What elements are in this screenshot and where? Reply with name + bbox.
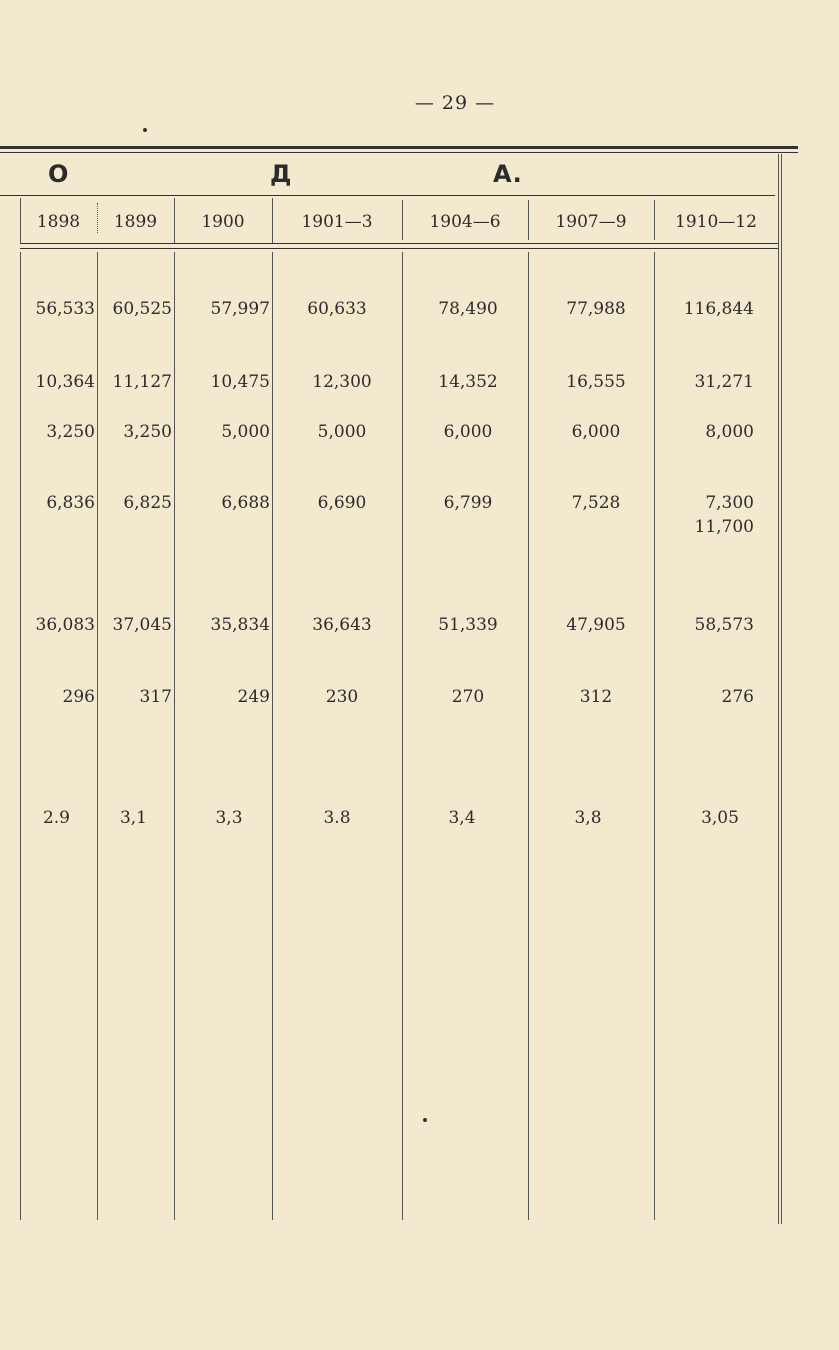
table-cell: 6,688 xyxy=(221,493,270,513)
column-header-1907-9: 1907—9 xyxy=(555,212,627,232)
table-cell: 230 xyxy=(325,687,359,707)
table-cell: 6,000 xyxy=(443,422,493,442)
column-divider xyxy=(20,198,21,243)
header-rule-2 xyxy=(20,248,778,249)
table-cell: 249 xyxy=(237,687,270,707)
table-cell: 3,3 xyxy=(215,808,243,828)
column-header-1904-6: 1904—6 xyxy=(429,212,501,232)
table-cell: 16,555 xyxy=(566,372,626,392)
table-cell: 36,643 xyxy=(312,615,372,635)
table-cell: 31,271 xyxy=(694,372,754,392)
column-divider xyxy=(654,200,655,240)
column-header-1899: 1899 xyxy=(113,212,158,232)
header-letter-o: О xyxy=(48,160,70,188)
table-cell: 12,300 xyxy=(312,372,372,392)
table-cell: 2.9 xyxy=(42,808,70,828)
header-letter-a: А. xyxy=(493,160,523,188)
table-cell: 10,475 xyxy=(210,372,270,392)
table-cell: 116,844 xyxy=(683,299,754,319)
column-divider xyxy=(654,252,655,1220)
ink-dot xyxy=(423,1118,427,1122)
table-cell: 37,045 xyxy=(112,615,172,635)
column-divider xyxy=(272,252,273,1220)
table-cell: 10,364 xyxy=(35,372,95,392)
table-cell: 5,000 xyxy=(221,422,270,442)
top-rule-thick xyxy=(0,146,798,149)
table-cell: 6,836 xyxy=(46,493,95,513)
table-cell: 7,300 xyxy=(705,493,754,513)
table-cell: 60,525 xyxy=(112,299,172,319)
table-cell: 11,700 xyxy=(694,517,754,537)
header-letter-d: Д xyxy=(270,160,293,188)
table-cell: 78,490 xyxy=(438,299,498,319)
column-divider xyxy=(97,203,99,233)
column-header-1910-12: 1910—12 xyxy=(675,212,757,232)
column-divider xyxy=(174,198,175,243)
page-number: — 29 — xyxy=(414,92,496,114)
column-header-1901-3: 1901—3 xyxy=(301,212,373,232)
table-cell: 57,997 xyxy=(210,299,270,319)
table-right-border xyxy=(778,154,779,1224)
table-cell: 276 xyxy=(721,687,754,707)
table-cell: 3,250 xyxy=(46,422,95,442)
table-cell: 8,000 xyxy=(705,422,754,442)
table-cell: 3,8 xyxy=(574,808,602,828)
table-cell: 60,633 xyxy=(307,299,367,319)
table-cell: 36,083 xyxy=(35,615,95,635)
column-divider xyxy=(20,252,21,1220)
column-divider xyxy=(174,252,175,1220)
table-cell: 270 xyxy=(451,687,485,707)
ink-dot xyxy=(143,128,147,132)
table-cell: 6,690 xyxy=(317,493,367,513)
table-cell: 51,339 xyxy=(438,615,498,635)
table-cell: 312 xyxy=(579,687,613,707)
table-cell: 56,533 xyxy=(35,299,95,319)
table-cell: 317 xyxy=(139,687,172,707)
table-cell: 47,905 xyxy=(566,615,626,635)
table-cell: 6,799 xyxy=(443,493,493,513)
table-cell: 3,4 xyxy=(448,808,476,828)
column-divider xyxy=(272,198,273,243)
table-cell: 296 xyxy=(62,687,95,707)
title-underline xyxy=(0,195,775,196)
column-divider xyxy=(528,200,529,240)
column-header-1898: 1898 xyxy=(36,212,81,232)
table-cell: 6,000 xyxy=(571,422,621,442)
table-cell: 3,05 xyxy=(701,808,739,828)
table-cell: 77,988 xyxy=(566,299,626,319)
table-cell: 3.8 xyxy=(323,808,351,828)
table-cell: 11,127 xyxy=(112,372,172,392)
table-cell: 7,528 xyxy=(571,493,621,513)
table-cell: 35,834 xyxy=(210,615,270,635)
table-cell: 3,250 xyxy=(123,422,172,442)
top-rule-thin xyxy=(0,152,798,153)
table-cell: 3,1 xyxy=(119,808,147,828)
column-header-1900: 1900 xyxy=(201,212,245,232)
table-cell: 58,573 xyxy=(694,615,754,635)
table-cell: 5,000 xyxy=(317,422,367,442)
table-cell: 6,825 xyxy=(123,493,172,513)
header-rule-1 xyxy=(20,243,778,244)
column-divider xyxy=(528,252,529,1220)
table-cell: 14,352 xyxy=(438,372,498,392)
column-divider xyxy=(402,252,403,1220)
column-divider xyxy=(97,252,98,1220)
column-divider xyxy=(402,200,403,240)
table-right-border xyxy=(781,154,782,1224)
